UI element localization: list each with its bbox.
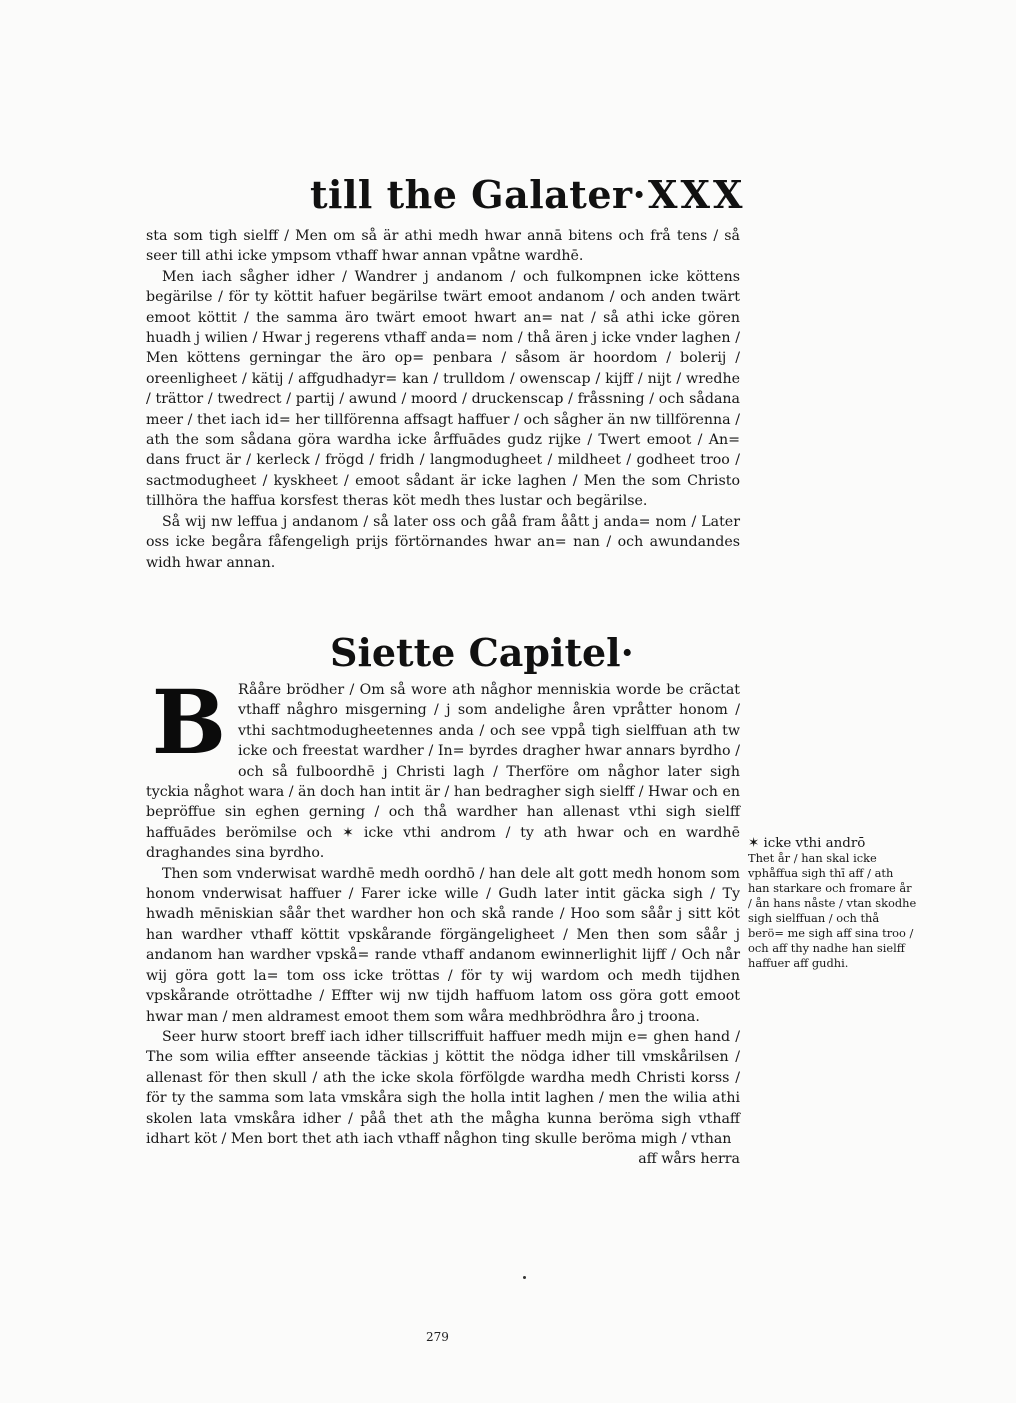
paragraph: Så wij nw leffua j andanom / så later oss och gåå fram åått j anda= nom / Later oss icke begåra fåfengeligh prijs förtörnandes hwar an= nan / och awundandes widh hwar annan. — [146, 513, 740, 571]
chapter-heading: Siette Capitel· — [330, 630, 634, 675]
ink-speck — [523, 1276, 526, 1279]
text-block-top — [146, 226, 740, 573]
running-title: till the Galater· — [310, 172, 647, 217]
page-number: 279 — [426, 1330, 449, 1344]
catchword: aff wårs herra — [638, 1151, 740, 1168]
marginal-note-heading: ✶ icke vthi andrō — [748, 836, 866, 851]
marginal-note — [748, 836, 918, 971]
paragraph: sta som tigh sielff / Men om så är athi medh hwar annā bitens och frå tens / så seer till athi icke ympsom vthaff hwar annan vpåtne wardhē. — [146, 228, 740, 265]
paragraph: Seer hurw stoort breff iach idher tillscriffuit haffuer medh mijn e= ghen hand / The som wilia effter anseende täckias j köttit the nödga idher till vmskårilsen / allenast för then skull / ath the icke skola förfölgde wardha medh Christi korss / för ty the samma som lata vmskåra sigh the holla intit laghen / men the wilia athi skolen lata vmskåra idher / påå thet ath the mågha kunna beröma sigh vthaff idhart köt / Men bort thet ath iach vthaff någhon ting skulle beröma migh / vthan — [146, 1028, 740, 1147]
chapter-text-block — [146, 670, 740, 1170]
marginal-note-text: Thet år / han skal icke vphåffua sigh thī aff / ath han starkare och fromare år / ån hans nåste / vtan skodhe sigh sielffuan / och thå berö= me sigh aff sina troo / och aff thy nadhe han sielff haffuer aff gudhi. — [748, 851, 917, 970]
folio-number: XXX — [648, 172, 746, 217]
paragraph: Then som vnderwisat wardhē medh oordhō / han dele alt gott medh honom som honom vnderwisat haffuer / Farer icke wille / Gudh later intit gäcka sigh / Ty hwadh mēniskian såår thet wardher hon och skå rande / Hoo som såår j sitt köt han wardher vthaff köttit vpskårande förgängeligheet / Men then som såår j andanom han wardher vpskå= rande vthaff andanom ewinnerlighit lijff / Och når wij göra gott la= tom oss icke tröttas / för ty wij wardom och medh tijdhen vpskårande otröttadhe / Effter wij nw tijdh haffuom latom oss göra gott emoot hwar man / men aldramest emoot them som wåra medhbrödhra åro j troona. — [146, 865, 740, 1025]
paragraph: Rååre brödher / Om så wore ath någhor menniskia worde be crãctat vthaff någhro misgerning / j som andelighe åren vpråtter honom / vthi sachtmodugheetennes anda / och see vppå tigh sielffuan ath tw icke och freestat wardher / In= byrdes dragher hwar annars byrdho / och så fulboordhē j Christi lagh / Therföre om någhor later sigh tyckia någhot wara / än doch han intit är / han bedragher sigh sielff / Hwar och en bepröffue sin eghen gerning / och thå wardher han allenast vthi sigh sielff haffuādes berömilse och ✶ icke vthi androm / ty ath hwar och en wardhē draghandes sina byrdho. — [146, 682, 740, 862]
drop-cap-initial: B — [151, 670, 227, 774]
paragraph: Men iach sågher idher / Wandrer j andanom / och fulkompnen icke köttens begärilse / för ty köttit hafuer begärilse twärt emoot andanom / och anden twärt emoot köttit / the samma äro twärt emoot hwart an= nat / så athi icke gören huadh j wilien / Hwar j regerens vthaff anda= nom / thå ären j icke vnder laghen / Men köttens gerningar the äro op= penbara / såsom är hoordom / bolerij / oreenligheet / kätij / affgudhadyr= kan / trulldom / owenscap / kijff / nijt / wredhe / trättor / twedrect / partij / awund / moord / druckenscap / fråssning / och sådana meer / thet iach id= her tillförenna affsagt haffuer / och sågher än nw tillförenna / ath the som sådana göra wardha icke årffuādes gudz rijke / Twert emoot / An= dans fruct är / kerleck / frögd / fridh / langmodugheet / mildheet / godheet troo / sactmodugheet / kyskheet / emoot sådant är icke laghen / Men the som Christo tillhöra the haffua korsfest theras köt medh thes lustar och begärilse. — [146, 268, 740, 510]
